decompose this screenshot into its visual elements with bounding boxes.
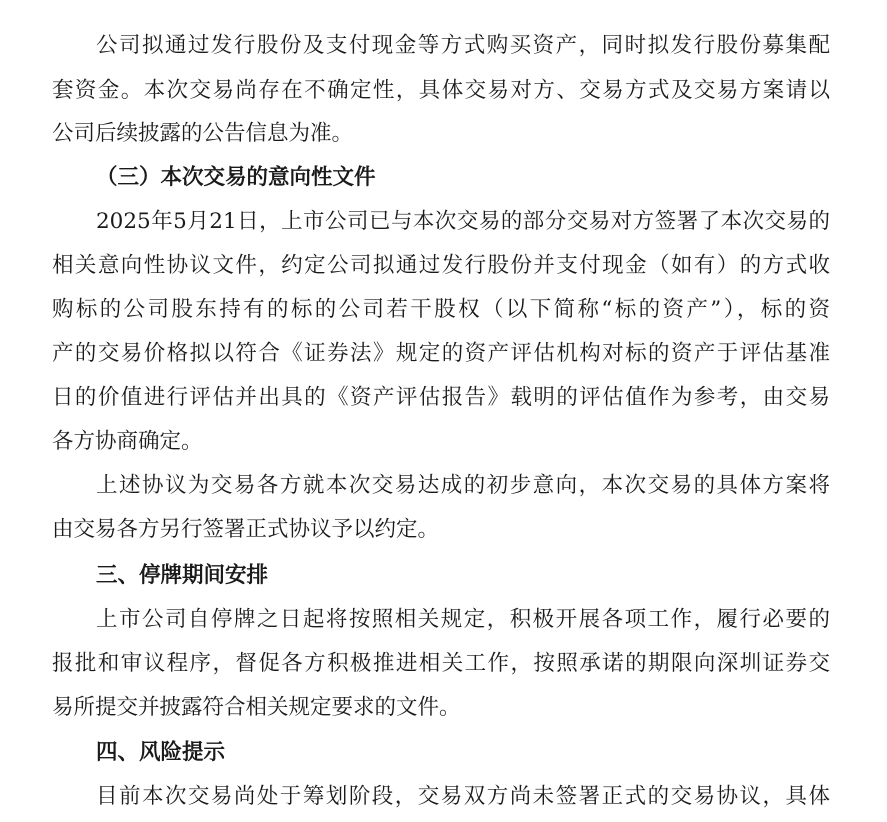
- paragraph-line: 由交易各方另行签署正式协议予以约定。: [52, 517, 440, 542]
- paragraph-line: 上市公司自停牌之日起将按照相关规定，积极开展各项工作，履行必要的: [96, 607, 830, 632]
- paragraph-line: 报批和审议程序，督促各方积极推进相关工作，按照承诺的期限向深圳证券交: [52, 651, 830, 676]
- paragraph-line: 目前本次交易尚处于筹划阶段，交易双方尚未签署正式的交易协议，具体: [96, 784, 830, 809]
- paragraph-line: 各方协商确定。: [52, 429, 203, 454]
- paragraph-line: 公司拟通过发行股份及支付现金等方式购买资产，同时拟发行股份募集配: [96, 33, 830, 58]
- paragraph-line: 上述协议为交易各方就本次交易达成的初步意向，本次交易的具体方案将: [96, 473, 830, 498]
- subsection-heading: （三）本次交易的意向性文件: [96, 165, 376, 190]
- paragraph-line: 购标的公司股东持有的标的公司若干股权（以下简称“标的资产”），标的资: [52, 297, 830, 322]
- paragraph-line: 相关意向性协议文件，约定公司拟通过发行股份并支付现金（如有）的方式收: [52, 253, 830, 278]
- paragraph-line: 公司后续披露的公告信息为准。: [52, 121, 354, 146]
- section-heading: 四、风险提示: [96, 740, 226, 765]
- paragraph-line: 产的交易价格拟以符合《证券法》规定的资产评估机构对标的资产于评估基准: [52, 341, 830, 366]
- paragraph-line: 易所提交并披露符合相关规定要求的文件。: [52, 695, 461, 720]
- section-heading: 三、停牌期间安排: [96, 563, 269, 588]
- paragraph-line: 套资金。本次交易尚存在不确定性，具体交易对方、交易方式及交易方案请以: [52, 78, 830, 103]
- paragraph-line: 日的价值进行评估并出具的《资产评估报告》载明的评估值作为参考，由交易: [52, 385, 830, 410]
- paragraph-line: 2025年5月21日，上市公司已与本次交易的部分交易对方签署了本次交易的: [96, 209, 830, 234]
